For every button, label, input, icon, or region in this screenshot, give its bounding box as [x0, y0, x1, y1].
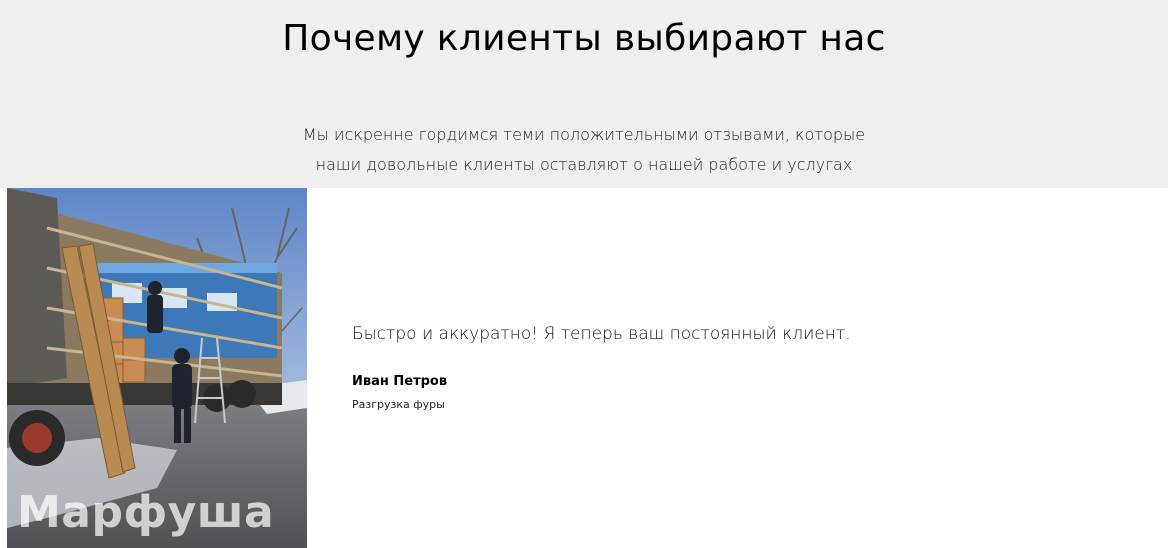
- section-title: Почему клиенты выбирают нас: [282, 18, 886, 59]
- subtitle-line-1: Мы искренне гордимся теми положительными отзывами, которые: [302, 125, 866, 144]
- review-text: Быстро и аккуратно! Я теперь ваш постоянный клиент.: [352, 324, 851, 344]
- reviewer-service: Разгрузка фуры: [352, 398, 445, 411]
- section-subtitle: [284, 120, 884, 180]
- review-photo: [7, 188, 307, 548]
- section-header: [0, 0, 1168, 188]
- review-card: [7, 188, 1168, 548]
- photo-watermark: Марфуша: [17, 487, 275, 538]
- subtitle-line-2: наши довольные клиенты оставляют о нашей работе и услугах: [315, 155, 853, 174]
- reviewer-name: Иван Петров: [352, 374, 448, 389]
